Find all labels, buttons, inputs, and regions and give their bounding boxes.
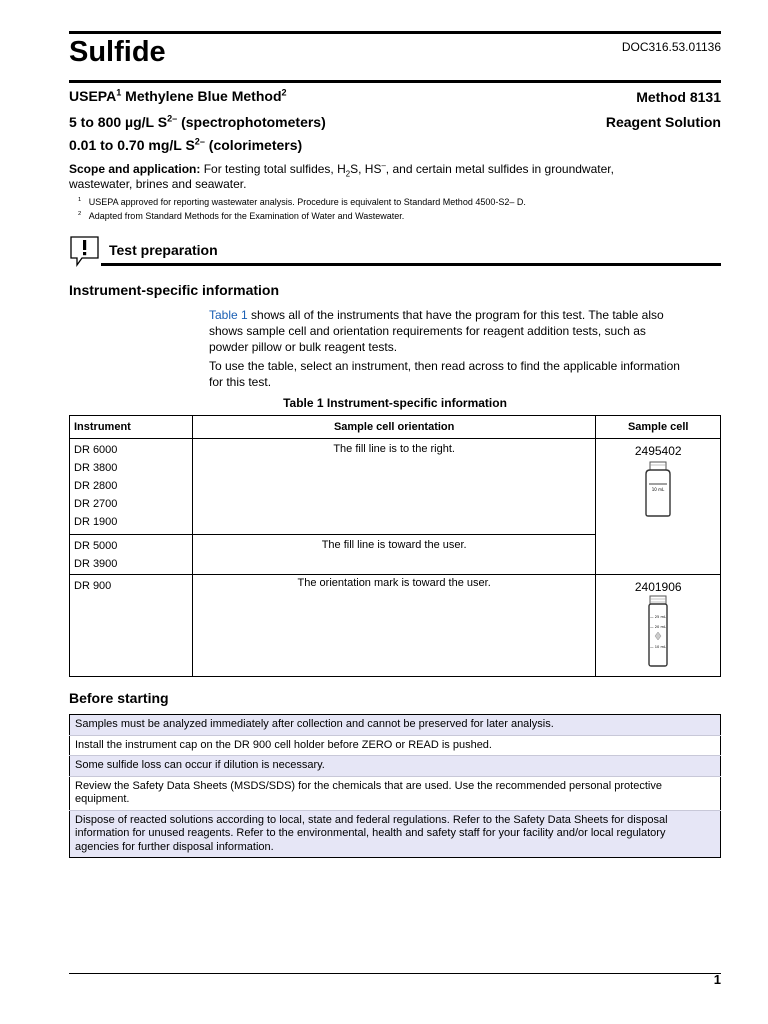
before-starting-heading: Before starting bbox=[69, 690, 169, 706]
instrument-item: DR 6000 bbox=[74, 444, 118, 456]
instrument-info-paragraph-2: To use the table, select an instrument, then read across to find the applicable information for this test. bbox=[209, 359, 680, 389]
volume-mark: — 10 mL bbox=[650, 645, 667, 649]
instrument-item: DR 2700 bbox=[74, 498, 118, 510]
fill-line-label: 10 mL bbox=[651, 487, 665, 492]
instrument-item: DR 900 bbox=[74, 580, 112, 592]
list-item: Dispose of reacted solutions according to local, state and federal regulations. Refer to the Safety Data Sheets for disposal information for unused reagents. Refer to the environmental, health and safety staff for your facility and/or local regulatory agencies for further disposal information. bbox=[70, 810, 721, 858]
title-rule bbox=[69, 80, 721, 83]
test-prep-title: Test preparation bbox=[109, 242, 218, 258]
table-header-row bbox=[70, 416, 721, 439]
instrument-item: DR 3900 bbox=[74, 558, 118, 570]
round-sample-cell-icon bbox=[638, 595, 678, 669]
list-item: Review the Safety Data Sheets (MSDS/SDS) for the chemicals that are used. Use the recommended personal protective equipment. bbox=[70, 776, 721, 810]
instrument-info-heading: Instrument-specific information bbox=[69, 282, 280, 298]
col-header-orientation: Sample cell orientation bbox=[192, 416, 596, 439]
instrument-item: DR 5000 bbox=[74, 540, 118, 552]
volume-mark: — 25 mL bbox=[650, 615, 667, 619]
footnote-2: $^2$ Adapted from Standard Methods for the Examination of Water and Wastewater. bbox=[78, 211, 405, 221]
page-number: 1 bbox=[713, 972, 721, 987]
orientation-cell: The fill line is toward the user. bbox=[192, 535, 596, 575]
scope-paragraph: Scope and application: For testing total sulfides, $H_2S$, HS–, and certain metal sulfides in groundwater, wastewater, brines and seawater. bbox=[69, 161, 614, 191]
instrument-item: DR 2800 bbox=[74, 480, 118, 492]
instrument-info-paragraph-1: Table 1 shows all of the instruments that have the program for this test. The table also shows sample cell and orientation requirements for reagent addition tests, such as powder pillow or bulk reagent tests. bbox=[209, 308, 664, 354]
col-header-sample-cell: Sample cell bbox=[596, 416, 721, 439]
footnote-1: $^1$ USEPA approved for reporting wastewater analysis. Procedure is equivalent to Standard Method 4500-S2– D. bbox=[78, 197, 526, 207]
instrument-item: DR 3800 bbox=[74, 462, 118, 474]
sample-cell-part-number: 2495402 bbox=[634, 444, 682, 458]
volume-mark: — 20 mL bbox=[650, 625, 667, 629]
table-1-link[interactable]: Table 1 bbox=[209, 308, 248, 322]
method-number: Method 8131 bbox=[636, 89, 721, 105]
page-title: Sulfide bbox=[69, 36, 166, 68]
test-prep-rule bbox=[101, 263, 721, 266]
doc-code: DOC316.53.01136 bbox=[621, 40, 721, 54]
sample-cell-part-number: 2401906 bbox=[634, 580, 682, 594]
table-1-caption: Table 1 Instrument-specific information bbox=[283, 396, 507, 410]
col-header-instrument: Instrument bbox=[70, 416, 193, 439]
orientation-cell: The fill line is to the right. bbox=[192, 439, 596, 535]
reagent-type: Reagent Solution bbox=[605, 114, 721, 130]
instrument-list bbox=[70, 535, 193, 575]
list-item: Install the instrument cap on the DR 900 cell holder before ZERO or READ is pushed. bbox=[70, 735, 721, 756]
list-item: Samples must be analyzed immediately after collection and cannot be preserved for later analysis. bbox=[70, 715, 721, 736]
sample-cell-square bbox=[596, 439, 721, 575]
footer-rule bbox=[69, 973, 721, 974]
instrument-item: DR 1900 bbox=[74, 516, 118, 528]
exclamation-note-icon bbox=[69, 235, 101, 267]
square-sample-cell-icon bbox=[638, 460, 678, 518]
table-row bbox=[70, 439, 721, 535]
instrument-table bbox=[69, 415, 721, 677]
orientation-cell: The orientation mark is toward the user. bbox=[192, 575, 596, 677]
sample-cell-round bbox=[596, 575, 721, 677]
instrument-list bbox=[70, 575, 193, 677]
method-name: USEPA$^1$ Methylene Blue Method$^2$ bbox=[69, 87, 287, 104]
list-item: Some sulfide loss can occur if dilution is necessary. bbox=[70, 756, 721, 777]
before-starting-list bbox=[69, 714, 721, 858]
table-row bbox=[70, 575, 721, 677]
instrument-list bbox=[70, 439, 193, 535]
top-rule bbox=[69, 31, 721, 34]
range-spectrophotometers: 5 to 800 µg/L $S^{2-}$ (spectrophotometers) bbox=[69, 113, 326, 130]
range-colorimeters: 0.01 to 0.70 mg/L $S^{2-}$ (colorimeters) bbox=[69, 136, 303, 153]
